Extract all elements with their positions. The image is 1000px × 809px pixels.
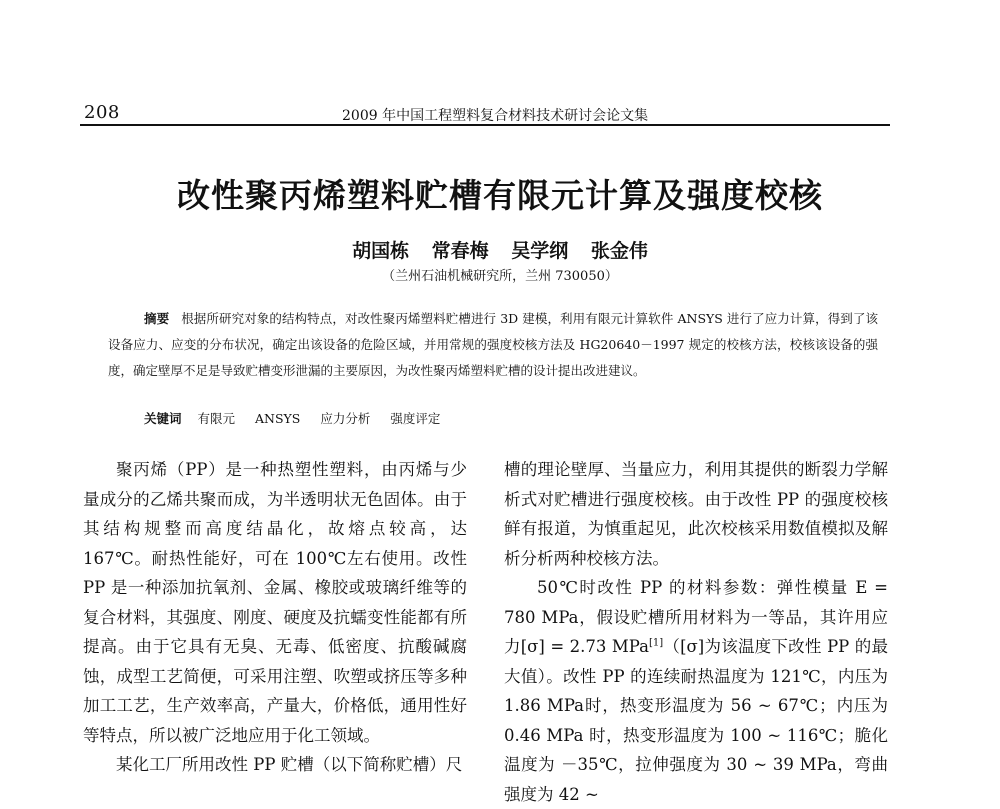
right-column — [504, 455, 888, 809]
body-paragraph: 聚丙烯（PP）是一种热塑性塑料，由丙烯与少量成分的乙烯共聚而成，为半透明状无色固体。由于其结构规整而高度结晶化，故熔点较高，达 167℃。耐热性能好，可在 100℃左右使用。改性 PP 是一种添加抗氧剂、金属、橡胶或玻璃纤维等的复合材料，其强度、刚度、硬度及抗蠕变性能都有所提高。由于它具有无臭、无毒、低密度、抗酸碱腐蚀，成型工艺简便，可采用注塑、吹塑或挤压等多种加工工艺，生产效率高，产量大，价格低，通用性好等特点，所以被广泛地应用于化工领域。 — [83, 460, 467, 745]
running-head: 2009 年中国工程塑料复合材料技术研讨会论文集 — [342, 108, 649, 124]
header-rule — [80, 124, 890, 126]
body-paragraph: 某化工厂所用改性 PP 贮槽（以下简称贮槽）尺 — [116, 755, 463, 774]
authors: 胡国栋 常春梅 吴学纲 张金伟 — [352, 240, 648, 262]
page-number: 208 — [84, 102, 120, 123]
abstract — [108, 306, 878, 384]
left-column — [83, 455, 467, 780]
abstract-label: 摘要 — [144, 311, 170, 326]
keyword: 强度评定 — [390, 411, 441, 426]
material-params-text: 50℃时改性 PP 的材料参数：弹性模量 E = 780 MPa，假设贮槽所用材料为一等品，其许用应力[σ] = 2.73 MPa — [504, 578, 888, 656]
keyword: ANSYS — [255, 411, 301, 426]
keyword: 有限元 — [197, 411, 236, 426]
body-paragraph: 槽的理论壁厚、当量应力，利用其提供的断裂力学解析式对贮槽进行强度校核。由于改性 PP 的强度校核鲜有报道，为慎重起见，此次校核采用数值模拟及解析分析两种校核方法。 — [504, 460, 888, 568]
affiliation: （兰州石油机械研究所，兰州 730050） — [382, 269, 618, 284]
abstract-text: 根据所研究对象的结构特点，对改性聚丙烯塑料贮槽进行 3D 建模，利用有限元计算软件 ANSYS 进行了应力计算，得到了该设备应力、应变的分布状况，确定出该设备的危险区域，并用常规的强度校核方法及 HG20640－1997 规定的校核方法，校核该设备的强度，确定壁厚不足是导致贮槽变形泄漏的主要原因，为改性聚丙烯塑料贮槽的设计提出改进建议。 — [108, 311, 878, 378]
keywords-label: 关键词 — [144, 411, 182, 426]
keyword: 应力分析 — [320, 411, 371, 426]
page-header — [80, 98, 890, 126]
body-paragraph — [504, 573, 888, 809]
paper-title: 改性聚丙烯塑料贮槽有限元计算及强度校核 — [177, 176, 823, 215]
citation-ref[interactable]: [1] — [648, 637, 664, 649]
material-params-text-cont: （[σ]为该温度下改性 PP 的最大值）。改性 PP 的连续耐热温度为 121℃，内压为 1.86 MPa时，热变形温度为 56 ~ 67℃；内压为 0.46 MPa 时，热变形温度为 100 ~ 116℃；脆化温度为 －35℃，拉伸强度为 30 ~ 39 MPa，弯曲强度为 42 ~ — [504, 637, 888, 804]
keywords — [144, 409, 456, 427]
